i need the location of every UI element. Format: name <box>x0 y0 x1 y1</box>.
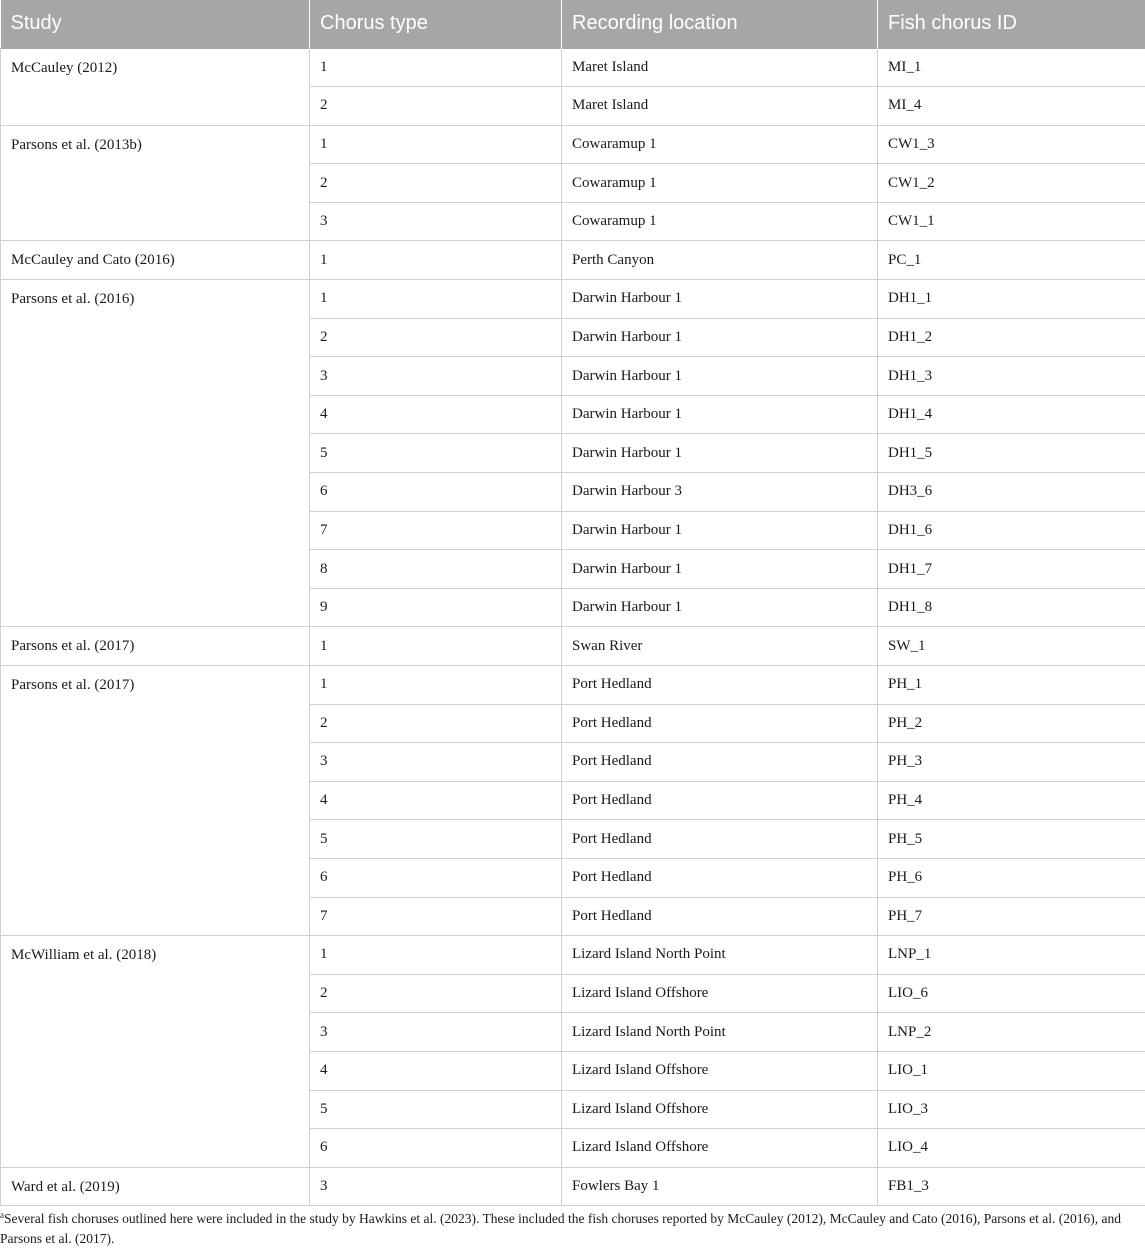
table-row <box>1 241 1145 280</box>
cell-recording-location: Fowlers Bay 1 <box>562 1167 878 1206</box>
cell-chorus-type: 4 <box>310 781 562 820</box>
cell-fish-chorus-id: DH1_1 <box>878 280 1145 319</box>
cell-recording-location: Darwin Harbour 1 <box>562 280 878 319</box>
cell-fish-chorus-id: PH_2 <box>878 704 1145 743</box>
cell-chorus-type: 3 <box>310 1013 562 1052</box>
table-body <box>1 48 1145 1206</box>
cell-fish-chorus-id: DH3_6 <box>878 473 1145 512</box>
cell-recording-location: Port Hedland <box>562 743 878 782</box>
cell-recording-location: Darwin Harbour 1 <box>562 588 878 627</box>
cell-fish-chorus-id: MI_1 <box>878 48 1145 87</box>
cell-fish-chorus-id: FB1_3 <box>878 1167 1145 1206</box>
cell-recording-location: Lizard Island Offshore <box>562 1090 878 1129</box>
cell-recording-location: Cowaramup 1 <box>562 125 878 164</box>
table-row <box>1 280 1145 319</box>
header-study: Study <box>1 0 310 48</box>
cell-chorus-type: 2 <box>310 974 562 1013</box>
cell-fish-chorus-id: DH1_8 <box>878 588 1145 627</box>
cell-fish-chorus-id: PH_6 <box>878 858 1145 897</box>
cell-fish-chorus-id: LIO_1 <box>878 1051 1145 1090</box>
cell-chorus-type: 1 <box>310 241 562 280</box>
table-footnote <box>0 1205 1138 1249</box>
cell-recording-location: Port Hedland <box>562 897 878 936</box>
cell-recording-location: Maret Island <box>562 87 878 126</box>
header-chorus-type: Chorus type <box>310 0 562 48</box>
cell-fish-chorus-id: LNP_2 <box>878 1013 1145 1052</box>
cell-fish-chorus-id: DH1_6 <box>878 511 1145 550</box>
cell-chorus-type: 1 <box>310 125 562 164</box>
cell-chorus-type: 1 <box>310 280 562 319</box>
footnote-text: Several fish choruses outlined here were included in the study by Hawkins et al. (2023). These included the fish choruses reported by McCauley (2012), McCauley and Cato (2016), Parsons et al. (2016), and Parsons et al. (2017). <box>0 1211 1121 1246</box>
cell-fish-chorus-id: PH_7 <box>878 897 1145 936</box>
cell-fish-chorus-id: PH_5 <box>878 820 1145 859</box>
cell-recording-location: Lizard Island North Point <box>562 936 878 975</box>
cell-chorus-type: 5 <box>310 820 562 859</box>
cell-chorus-type: 8 <box>310 550 562 589</box>
table-header <box>1 0 1145 48</box>
cell-fish-chorus-id: PC_1 <box>878 241 1145 280</box>
cell-recording-location: Darwin Harbour 1 <box>562 511 878 550</box>
cell-chorus-type: 1 <box>310 666 562 705</box>
table-row <box>1 627 1145 666</box>
cell-recording-location: Port Hedland <box>562 704 878 743</box>
cell-recording-location: Port Hedland <box>562 858 878 897</box>
cell-fish-chorus-id: DH1_4 <box>878 395 1145 434</box>
cell-chorus-type: 2 <box>310 318 562 357</box>
cell-fish-chorus-id: PH_3 <box>878 743 1145 782</box>
cell-recording-location: Maret Island <box>562 48 878 87</box>
cell-chorus-type: 7 <box>310 897 562 936</box>
cell-study: Parsons et al. (2017) <box>1 666 310 936</box>
cell-chorus-type: 2 <box>310 704 562 743</box>
table-row <box>1 48 1145 87</box>
cell-chorus-type: 3 <box>310 202 562 241</box>
cell-chorus-type: 4 <box>310 395 562 434</box>
cell-recording-location: Lizard Island Offshore <box>562 1051 878 1090</box>
cell-chorus-type: 3 <box>310 357 562 396</box>
cell-recording-location: Darwin Harbour 3 <box>562 473 878 512</box>
cell-recording-location: Port Hedland <box>562 781 878 820</box>
cell-fish-chorus-id: PH_1 <box>878 666 1145 705</box>
footnote-marker: a <box>0 1210 4 1220</box>
table-row <box>1 125 1145 164</box>
cell-study: Parsons et al. (2016) <box>1 280 310 627</box>
cell-chorus-type: 7 <box>310 511 562 550</box>
cell-fish-chorus-id: MI_4 <box>878 87 1145 126</box>
cell-fish-chorus-id: SW_1 <box>878 627 1145 666</box>
cell-chorus-type: 3 <box>310 743 562 782</box>
cell-study: McWilliam et al. (2018) <box>1 936 310 1168</box>
cell-recording-location: Cowaramup 1 <box>562 164 878 203</box>
table-row <box>1 936 1145 975</box>
cell-recording-location: Lizard Island North Point <box>562 1013 878 1052</box>
cell-fish-chorus-id: CW1_3 <box>878 125 1145 164</box>
cell-recording-location: Port Hedland <box>562 820 878 859</box>
cell-recording-location: Darwin Harbour 1 <box>562 434 878 473</box>
cell-chorus-type: 4 <box>310 1051 562 1090</box>
cell-chorus-type: 1 <box>310 936 562 975</box>
cell-recording-location: Darwin Harbour 1 <box>562 318 878 357</box>
cell-chorus-type: 6 <box>310 1129 562 1168</box>
cell-recording-location: Port Hedland <box>562 666 878 705</box>
cell-chorus-type: 1 <box>310 48 562 87</box>
header-fish-chorus-id: Fish chorus ID <box>878 0 1145 48</box>
cell-fish-chorus-id: DH1_5 <box>878 434 1145 473</box>
cell-fish-chorus-id: LIO_6 <box>878 974 1145 1013</box>
cell-chorus-type: 5 <box>310 434 562 473</box>
cell-chorus-type: 1 <box>310 627 562 666</box>
cell-recording-location: Darwin Harbour 1 <box>562 395 878 434</box>
cell-chorus-type: 6 <box>310 858 562 897</box>
cell-fish-chorus-id: LIO_4 <box>878 1129 1145 1168</box>
cell-study: McCauley (2012) <box>1 48 310 125</box>
cell-fish-chorus-id: DH1_7 <box>878 550 1145 589</box>
cell-fish-chorus-id: DH1_2 <box>878 318 1145 357</box>
cell-recording-location: Lizard Island Offshore <box>562 1129 878 1168</box>
cell-study: Parsons et al. (2013b) <box>1 125 310 241</box>
cell-study: Parsons et al. (2017) <box>1 627 310 666</box>
cell-chorus-type: 5 <box>310 1090 562 1129</box>
cell-chorus-type: 2 <box>310 87 562 126</box>
cell-chorus-type: 2 <box>310 164 562 203</box>
cell-study: Ward et al. (2019) <box>1 1167 310 1206</box>
cell-recording-location: Perth Canyon <box>562 241 878 280</box>
cell-recording-location: Darwin Harbour 1 <box>562 357 878 396</box>
cell-fish-chorus-id: LIO_3 <box>878 1090 1145 1129</box>
cell-chorus-type: 6 <box>310 473 562 512</box>
cell-chorus-type: 3 <box>310 1167 562 1206</box>
cell-chorus-type: 9 <box>310 588 562 627</box>
cell-recording-location: Lizard Island Offshore <box>562 974 878 1013</box>
cell-fish-chorus-id: PH_4 <box>878 781 1145 820</box>
cell-recording-location: Cowaramup 1 <box>562 202 878 241</box>
cell-recording-location: Swan River <box>562 627 878 666</box>
cell-fish-chorus-id: CW1_1 <box>878 202 1145 241</box>
cell-recording-location: Darwin Harbour 1 <box>562 550 878 589</box>
cell-fish-chorus-id: CW1_2 <box>878 164 1145 203</box>
table-row <box>1 666 1145 705</box>
header-recording-location: Recording location <box>562 0 878 48</box>
cell-study: McCauley and Cato (2016) <box>1 241 310 280</box>
cell-fish-chorus-id: DH1_3 <box>878 357 1145 396</box>
cell-fish-chorus-id: LNP_1 <box>878 936 1145 975</box>
table-row <box>1 1167 1145 1206</box>
header-row <box>1 0 1145 48</box>
